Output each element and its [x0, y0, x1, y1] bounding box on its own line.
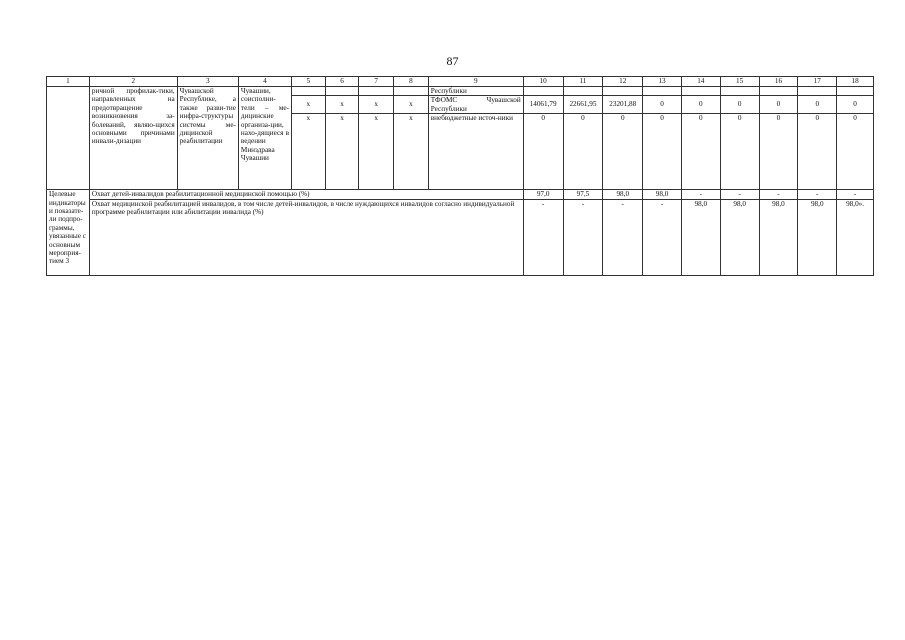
- value-cell: 0: [720, 114, 759, 190]
- indicator-value: -: [837, 190, 874, 199]
- page-number: 87: [446, 54, 459, 68]
- col-num: 12: [603, 77, 643, 87]
- value-cell: 0: [643, 96, 682, 114]
- col-num: 16: [759, 77, 798, 87]
- value-cell: 0: [681, 96, 720, 114]
- x-mark: x: [394, 96, 429, 114]
- x-mark: x: [394, 114, 429, 190]
- indicator-value: -: [759, 190, 798, 199]
- col-num: 13: [643, 77, 682, 87]
- value-cell: 22661,95: [563, 96, 603, 114]
- value-cell: 0: [603, 114, 643, 190]
- x-mark: x: [292, 96, 326, 114]
- indicator-value: 98,0: [759, 199, 798, 275]
- col-num: 3: [177, 77, 238, 87]
- indicator-value: 98,0: [681, 199, 720, 275]
- x-mark: x: [359, 96, 394, 114]
- col-num: 4: [238, 77, 291, 87]
- value-cell: 0: [798, 96, 837, 114]
- col-num: 15: [720, 77, 759, 87]
- col-num: 5: [292, 77, 326, 87]
- indicator-value: -: [563, 199, 603, 275]
- col-num: 2: [89, 77, 177, 87]
- indicator-value: -: [720, 190, 759, 199]
- value-cell: 0: [837, 96, 874, 114]
- value-cell: 0: [759, 114, 798, 190]
- funding-row-republic: [47, 87, 874, 96]
- x-mark: x: [325, 114, 359, 190]
- measure-purpose: Чувашской Республике, а также разви-тие инфра-структуры системы ме-дицинской реабилитации: [177, 87, 238, 190]
- indicators-label: Целевые индикаторы и показате-ли подпро-граммы, увязанные с основным мероприя-тием 3: [47, 190, 90, 275]
- empty-cell: [47, 87, 90, 190]
- column-number-row: [47, 77, 874, 87]
- value-cell: 0: [759, 96, 798, 114]
- col-num: 8: [394, 77, 429, 87]
- funding-source: внебюджетные источ-ники: [428, 114, 523, 190]
- col-num: 9: [428, 77, 523, 87]
- col-num: 1: [47, 77, 90, 87]
- indicator-value: -: [523, 199, 563, 275]
- x-mark: x: [325, 96, 359, 114]
- indicator-value: -: [603, 199, 643, 275]
- measure-description: ричной профилак-тики, направленных на предотвращение возникновения за-болеваний, являю-щихся основными причинами инвали-дизации: [89, 87, 177, 190]
- measure-executors: Чувашии, соисполни-тели – ме-дицинские организа-ции, нахо-дящиеся в ведении Минздрава Чувашии: [238, 87, 291, 190]
- indicator-row: [47, 199, 874, 275]
- x-mark: x: [292, 114, 326, 190]
- indicator-value: -: [798, 190, 837, 199]
- col-num: 6: [325, 77, 359, 87]
- value-cell: 23201,88: [603, 96, 643, 114]
- program-table: [46, 76, 874, 276]
- indicator-value: 97,0: [523, 190, 563, 199]
- indicator-value: 98,0».: [837, 199, 874, 275]
- indicator-value: 98,0: [643, 190, 682, 199]
- value-cell: 0: [643, 114, 682, 190]
- indicator-value: 98,0: [603, 190, 643, 199]
- col-num: 18: [837, 77, 874, 87]
- value-cell: 0: [563, 114, 603, 190]
- indicator-value: 98,0: [720, 199, 759, 275]
- funding-source: Республики: [428, 87, 523, 96]
- value-cell: 0: [523, 114, 563, 190]
- indicator-text: Охват медицинской реабилитацией инвалидов, в том числе детей-инвалидов, в числе нуждающихся инвалидов согласно индивидуальной программе реабилитации или абилитации инвалида (%): [89, 199, 523, 275]
- indicator-text: Охват детей-инвалидов реабилитационной медицинской помощью (%): [89, 190, 523, 199]
- indicator-value: 97,5: [563, 190, 603, 199]
- value-cell: 0: [837, 114, 874, 190]
- indicator-value: 98,0: [798, 199, 837, 275]
- value-cell: 0: [798, 114, 837, 190]
- value-cell: 14061,79: [523, 96, 563, 114]
- indicator-row: [47, 190, 874, 199]
- col-num: 17: [798, 77, 837, 87]
- indicator-value: -: [643, 199, 682, 275]
- value-cell: 0: [681, 114, 720, 190]
- col-num: 11: [563, 77, 603, 87]
- x-mark: x: [359, 114, 394, 190]
- indicator-value: -: [681, 190, 720, 199]
- col-num: 10: [523, 77, 563, 87]
- funding-source: ТФОМС Чувашской Республики: [428, 96, 523, 114]
- col-num: 7: [359, 77, 394, 87]
- value-cell: 0: [720, 96, 759, 114]
- col-num: 14: [681, 77, 720, 87]
